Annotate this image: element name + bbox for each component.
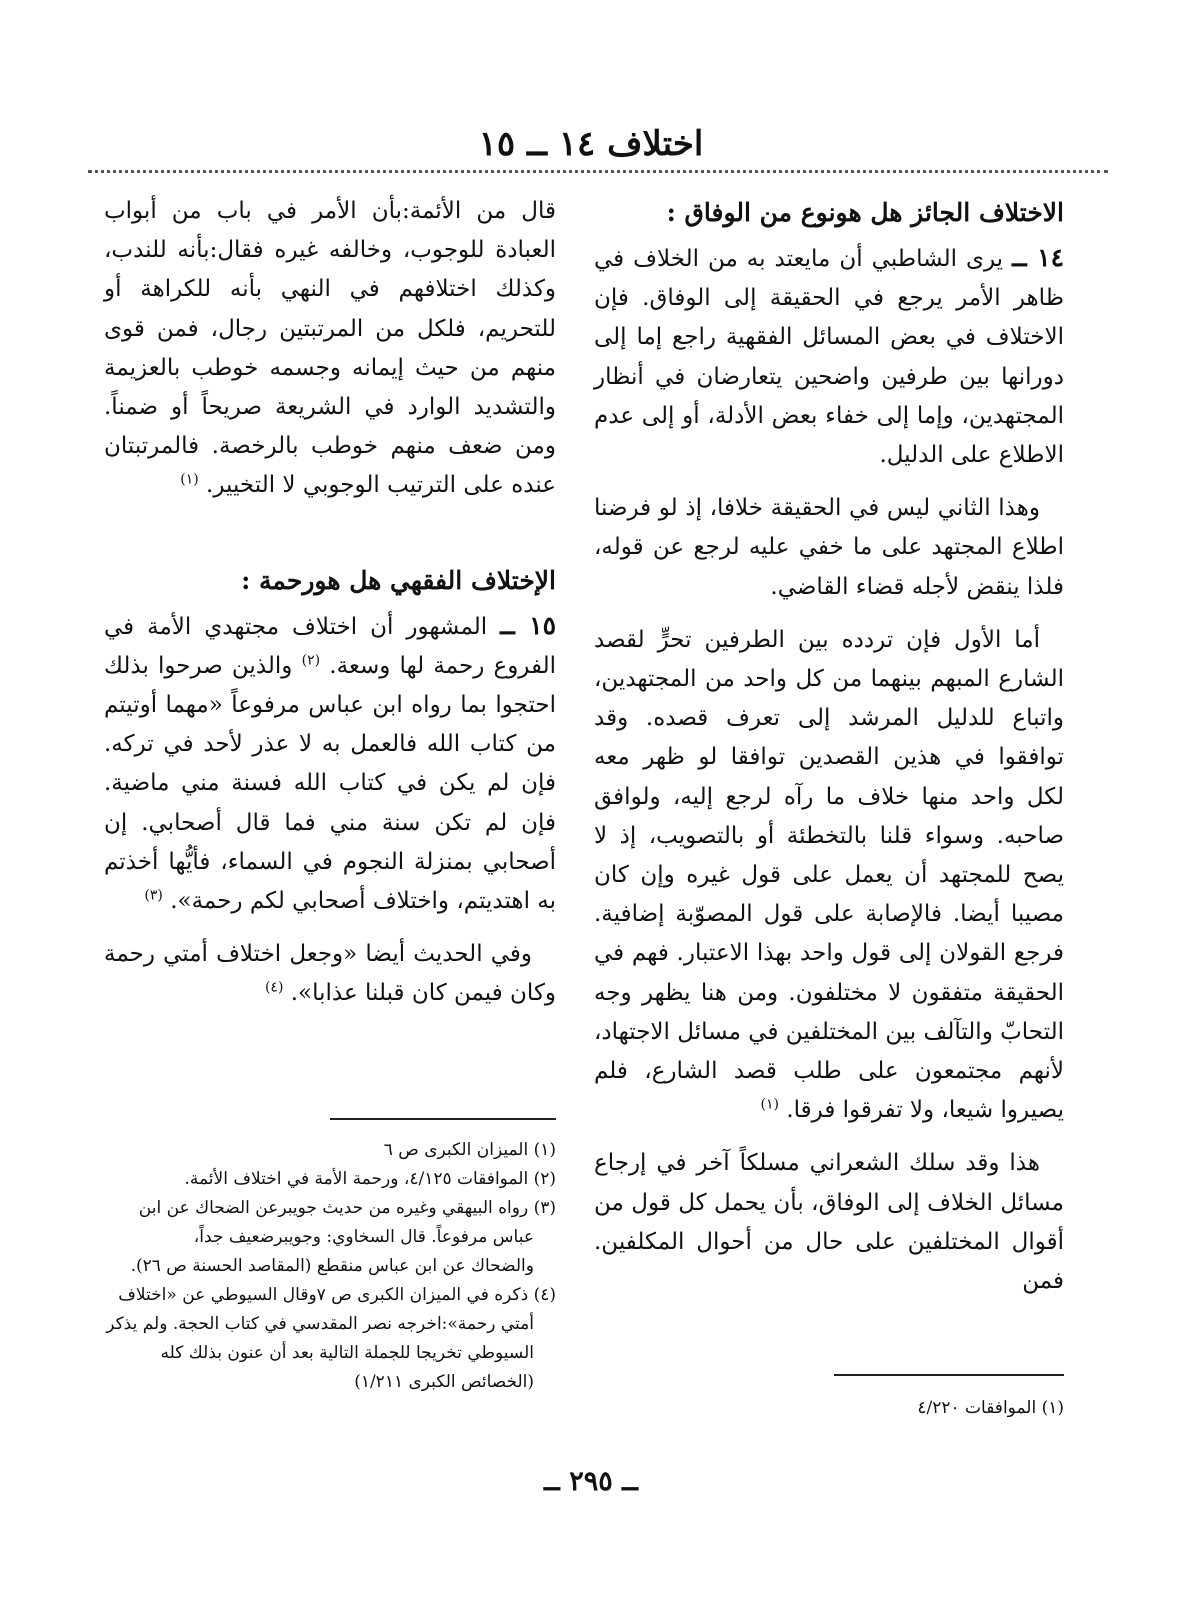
footnote-2: (٢) الموافقات ٤/١٢٥، ورحمة الأمة في اختلاف الأئمة. <box>184 1169 556 1189</box>
footnotes-right <box>594 1394 1064 1423</box>
footnote-ref: (٤) <box>264 979 284 996</box>
footnote-4-line-2: أمتي رحمة»:اخرجه نصر المقدسي في كتاب الحجة. ولم يذكر <box>106 1314 534 1334</box>
right-column <box>594 192 1064 1315</box>
footnote-4-line-3: السيوطي تخريجا للجملة التالية بعد أن عنون بذلك كله <box>160 1343 534 1363</box>
footnote-ref: (٣) <box>144 887 163 904</box>
paragraph-15-text-b: والذين صرحوا بذلك احتجوا بما رواه ابن عباس مرفوعاً «مهما أوتيتم من كتاب الله فالعمل به لا عذر لأحد في تركه. فإن لم يكن في كتاب الله فسنة مني ماضية. فإن لم تكن سنة مني فما قال أصحابي. إن أصحابي بمنزلة النجوم في السماء، فأيُّها أخذتم به اهتديتم، واختلاف أصحابي لكم رحمة». <box>104 652 556 915</box>
paragraph-number-15: ١٥ ــ <box>500 610 556 640</box>
footnote-4-line-4: (الخصائص الكبرى ١/٢١١) <box>354 1372 534 1392</box>
footnote-3-line-1: (٣) رواه البيهقي وغيره من حديث جويبرعن الضحاك عن ابن <box>138 1198 556 1218</box>
paragraph-14 <box>594 238 1064 475</box>
paragraph-15-text-a: المشهور أن اختلاف مجتهدي الأمة في الفروع رحمة لها وسعة. <box>104 613 557 679</box>
footnote-divider-left <box>330 1118 556 1120</box>
section-heading-15: الإختلاف الفقهي هل هورحمة : <box>241 565 556 595</box>
footnote-right-1: (١) الموافقات ٤/٢٢٠ <box>917 1398 1064 1418</box>
paragraph-number-14: ١٤ ــ <box>1012 243 1064 272</box>
paragraph-first-case <box>594 621 1064 1131</box>
paragraph-first-case-text: أما الأول فإن تردده بين الطرفين تحرٍّ لقصد الشارع المبهم بينهما من كل واحد من المجتهدين، واتباع للدليل المرشد إلى تعرف قصده. وقد توافقوا في هذين القصدين توافقا لو ظهر معه لكل واحد منها خلاف ما رآه لرجع إليه، ولوافق صاحبه. وسواء قلنا بالتخطئة أو بالتصويب، إذ لا يصح للمجتهد أن يعمل على قول غيره وإن كان مصيبا أيضا. فالإصابة على قول المصوّبة إضافية. فرجع القولان إلى قول واحد بهذا الاعتبار. فهم في الحقيقة متفقون لا مختلفون. ومن هنا يظهر وجه التحابّ والتآلف بين المختلفين في مسائل الاجتهاد، لأنهم مجتمعون على طلب قصد الشارع، فلم يصيروا شيعا، ولا تفرقوا فرقا. <box>594 626 1064 1124</box>
footnotes-left <box>104 1136 556 1397</box>
paragraph-15 <box>104 606 556 922</box>
footnote-1: (١) الميزان الكبرى ص ٦ <box>383 1140 556 1160</box>
paragraph-14-text: يرى الشاطبي أن مايعتد به من الخلاف في ظاهر الأمر يرجع في الحقيقة إلى الوفاق. فإن الاختلاف في بعض المسائل الفقهية راجع إما إلى دورانها بين طرفين واضحين يتعارضان في أنظار المجتهدين، وإما إلى خفاء بعض الأدلة، أو إلى عدم الاطلاع على الدليل. <box>594 246 1064 469</box>
footnote-divider-right <box>834 1374 1064 1376</box>
page-header-title: اختلاف ١٤ ــ ١٥ <box>478 124 704 164</box>
left-column <box>104 192 556 1028</box>
section-heading-14: الاختلاف الجائز هل هونوع من الوفاق : <box>666 198 1064 227</box>
footnote-ref: (٢) <box>301 652 321 669</box>
spacer <box>104 520 556 560</box>
paragraph-second-case: وهذا الثاني ليس في الحقيقة خلافا، إذ لو فرضنا اطلاع المجتهد على ما خفي عليه لرجع عن قوله، فلذا ينقض لأجله قضاء القاضي. <box>594 495 1064 600</box>
footnote-4-line-1: (٤) ذكره في الميزان الكبرى ص ٧وقال السيوطي عن «اختلاف <box>118 1285 556 1305</box>
paragraph-hadith <box>104 935 556 1013</box>
footnote-ref: (١) <box>180 471 199 488</box>
footnote-ref: (١) <box>760 1096 779 1113</box>
page-number: ــ ٢٩٥ ــ <box>544 1466 638 1497</box>
paragraph-shaarani: هذا وقد سلك الشعراني مسلكاً آخر في إرجاع مسائل الخلاف إلى الوفاق، بأن يحمل كل قول من أقوال المختلفين على حال من أحوال المكلفين. فمن <box>594 1150 1064 1295</box>
paragraph-continued <box>104 192 556 506</box>
paragraph-continued-text: قال من الأئمة:بأن الأمر في باب من أبواب العبادة للوجوب، وخالفه غيره فقال:بأنه للندب، وكذلك اختلافهم في النهي بأنه للكراهة أو للتحريم، فلكل من المرتبتين رجال، فمن قوى منهم من حيث إيمانه وجسمه خوطب بالعزيمة والتشديد الوارد في الشريعة صريحاً أو ضمناً. ومن ضعف منهم خوطب بالرخصة. فالمرتبتان عنده على الترتيب الوجوبي لا التخيير. <box>104 198 556 499</box>
header-divider <box>88 170 1108 173</box>
footnote-3-line-3: والضحاك عن ابن عباس منقطع (المقاصد الحسنة ص ٢٦). <box>130 1256 534 1276</box>
paragraph-hadith-text: وفي الحديث أيضا «وجعل اختلاف أمتي رحمة وكان فيمن كان قبلنا عذابا». <box>104 941 556 1007</box>
footnote-3-line-2: عباس مرفوعاً. قال السخاوي: وجويبرضعيف جداً، <box>193 1227 534 1247</box>
